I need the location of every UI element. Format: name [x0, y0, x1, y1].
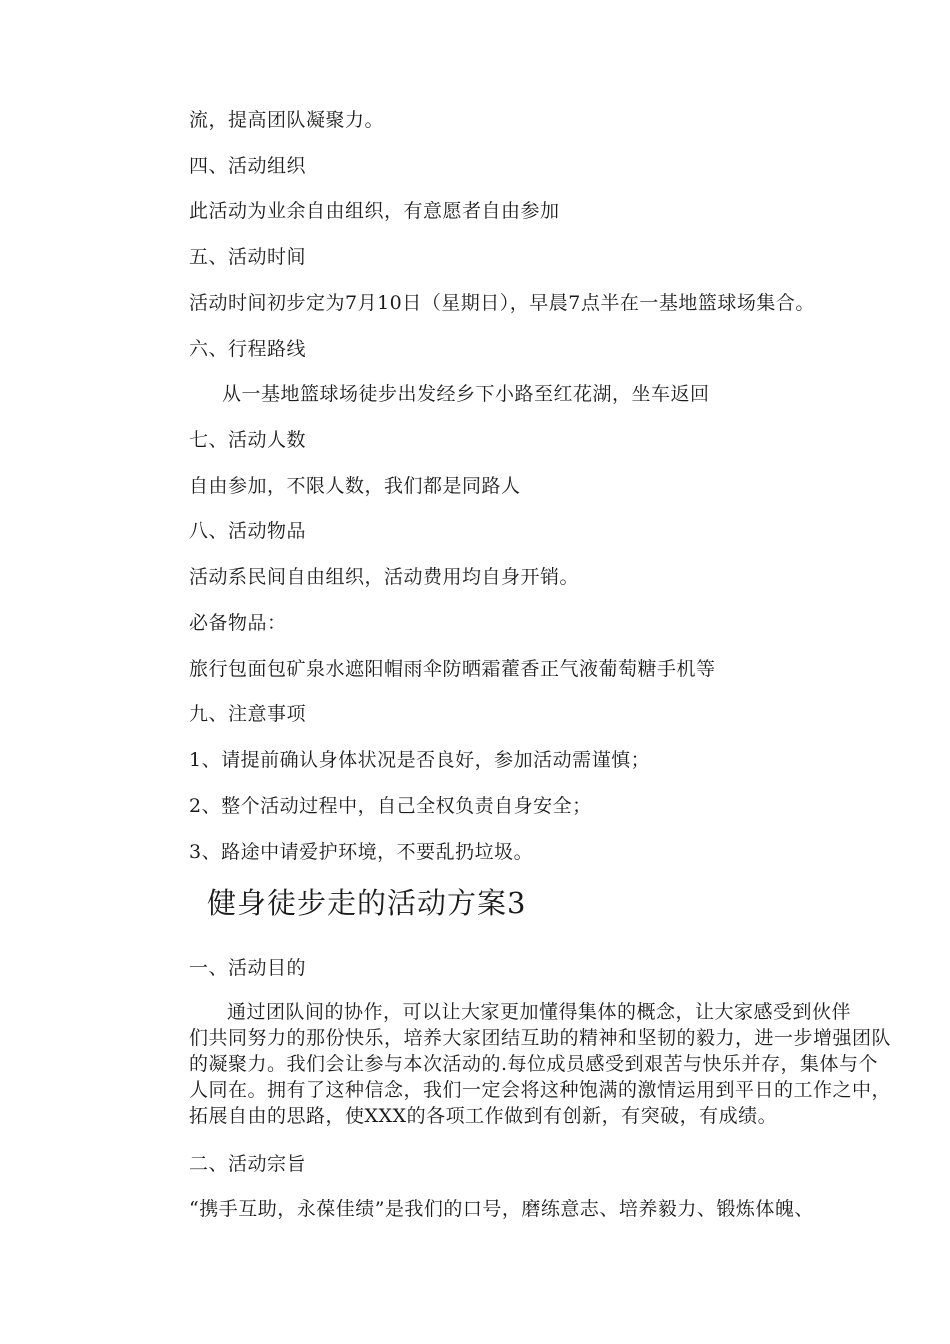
paragraph-line: 们共同努力的那份快乐，培养大家团结互助的精神和坚韧的毅力，进一步增强团队 — [189, 1027, 892, 1049]
text-line: “携手互助，永葆佳绩”是我们的口号，磨练意志、培养毅力、锻炼体魄、 — [189, 1198, 814, 1220]
section-heading: 七、活动人数 — [189, 429, 307, 451]
text-line: 自由参加，不限人数，我们都是同路人 — [189, 475, 521, 497]
text-line: 旅行包面包矿泉水遮阳帽雨伞防晒霜藿香正气液葡萄糖手机等 — [189, 658, 716, 680]
section-heading: 六、行程路线 — [189, 338, 307, 360]
paragraph-line: 拓展自由的思路，使XXX的各项工作做到有创新，有突破，有成绩。 — [189, 1105, 778, 1127]
text-line: 流，提高团队凝聚力。 — [189, 109, 385, 131]
document-title: 健身徒步走的活动方案3 — [207, 886, 527, 920]
paragraph-line: 人同在。拥有了这种信念，我们一定会将这种饱满的激情运用到平日的工作之中， — [189, 1079, 892, 1101]
paragraph-line: 的凝聚力。我们会让参与本次活动的.每位成员感受到艰苦与快乐并存，集体与个 — [189, 1053, 879, 1075]
text-line: 必备物品： — [189, 612, 287, 634]
list-item: 2、整个活动过程中，自己全权负责自身安全； — [189, 795, 592, 817]
section-heading: 五、活动时间 — [189, 246, 307, 268]
text-line: 活动时间初步定为7月10日（星期日），早晨7点半在一基地篮球场集合。 — [189, 292, 815, 314]
section-heading: 四、活动组织 — [189, 155, 307, 177]
section-heading: 一、活动目的 — [189, 957, 307, 979]
text-line: 活动系民间自由组织，活动费用均自身开销。 — [189, 566, 580, 588]
section-heading: 二、活动宗旨 — [189, 1153, 307, 1175]
text-line: 此活动为业余自由组织，有意愿者自由参加 — [189, 200, 560, 222]
paragraph-line: 通过团队间的协作，可以让大家更加懂得集体的概念，让大家感受到伙伴 — [227, 1001, 852, 1023]
section-heading: 八、活动物品 — [189, 520, 307, 542]
list-item: 3、路途中请爱护环境，不要乱扔垃圾。 — [189, 841, 534, 863]
text-line: 从一基地篮球场徒步出发经乡下小路至红花湖，坐车返回 — [222, 383, 710, 405]
section-heading: 九、注意事项 — [189, 703, 307, 725]
list-item: 1、请提前确认身体状况是否良好，参加活动需谨慎； — [189, 749, 651, 771]
